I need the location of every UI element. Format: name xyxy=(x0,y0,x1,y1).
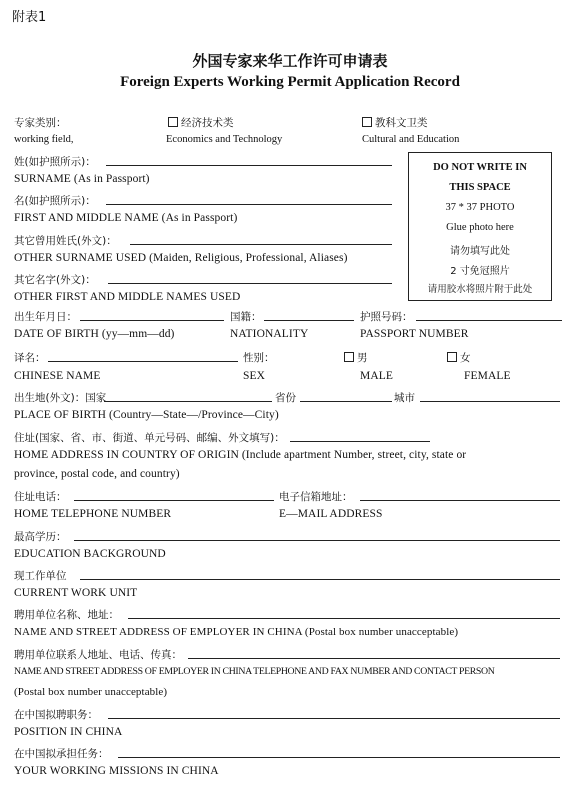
nationality-label-cn: 国籍： xyxy=(230,311,262,323)
education-label-cn: 最高学历： xyxy=(14,531,67,543)
field-option-cultural-en: Cultural and Education xyxy=(362,134,460,145)
female-label-cn: 女 xyxy=(460,352,471,364)
other-names-input-line[interactable] xyxy=(108,283,392,284)
home-address-label-en-1: HOME ADDRESS IN COUNTRY OF ORIGIN (Include apartment Number, street, city, state or xyxy=(14,449,467,461)
birth-label-en: PLACE OF BIRTH (Country—State—/Province—City) xyxy=(14,409,279,421)
given-name-label-cn: 名(如护照所示)： xyxy=(14,195,96,207)
passport-label-en: PASSPORT NUMBER xyxy=(360,328,469,340)
photo-box-line7: 请用胶水将照片附于此处 xyxy=(427,284,533,295)
birth-city-label-cn: 城市 xyxy=(394,392,415,404)
photo-box-line6: 2 寸免冠照片 xyxy=(450,266,510,277)
birth-country-label-cn: 出生地(外文)：国家 xyxy=(14,392,107,404)
checkbox-male[interactable] xyxy=(344,352,354,362)
home-phone-label-en: HOME TELEPHONE NUMBER xyxy=(14,508,172,520)
photo-box-line4: Glue photo here xyxy=(446,222,514,233)
field-option-economics-en: Economics and Technology xyxy=(166,134,283,145)
dob-label-cn: 出生年月日： xyxy=(14,311,77,323)
dob-label-en: DATE OF BIRTH (yy—mm—dd) xyxy=(14,328,175,340)
checkbox-economics[interactable] xyxy=(168,117,178,127)
male-label-en: MALE xyxy=(360,370,393,382)
education-label-en: EDUCATION BACKGROUND xyxy=(14,548,166,560)
field-label-cn: 专家类别： xyxy=(14,117,67,129)
photo-box-line2: THIS SPACE xyxy=(449,182,511,193)
nationality-input-line[interactable] xyxy=(264,320,354,321)
home-address-label-en-2: province, postal code, and country) xyxy=(14,468,180,480)
checkbox-cultural[interactable] xyxy=(362,117,372,127)
field-option-economics-cn: 经济技术类 xyxy=(181,117,234,129)
employer-label-cn: 聘用单位名称、地址： xyxy=(14,609,119,621)
birth-province-input-line[interactable] xyxy=(300,401,392,402)
field-option-economics[interactable] xyxy=(168,115,234,130)
other-names-label-cn: 其它名字(外文)： xyxy=(14,274,96,286)
missions-input-line[interactable] xyxy=(118,757,560,758)
work-unit-label-en: CURRENT WORK UNIT xyxy=(14,587,138,599)
position-label-cn: 在中国拟聘职务： xyxy=(14,709,98,721)
other-surname-label-cn: 其它曾用姓氏(外文)： xyxy=(14,235,117,247)
birth-country-input-line[interactable] xyxy=(104,401,272,402)
form-title-cn: 外国专家来华工作许可申请表 xyxy=(192,52,388,70)
sex-label-cn: 性别： xyxy=(243,352,275,364)
appendix-label: 附表1 xyxy=(12,10,47,25)
employer-label-en: NAME AND STREET ADDRESS OF EMPLOYER IN CHINA (Postal box number unacceptable) xyxy=(14,626,459,638)
email-input-line[interactable] xyxy=(360,500,560,501)
nationality-label-en: NATIONALITY xyxy=(230,328,309,340)
given-name-input-line[interactable] xyxy=(106,204,392,205)
home-phone-label-cn: 住址电话： xyxy=(14,491,67,503)
field-option-cultural-cn: 教科文卫类 xyxy=(375,117,428,129)
surname-input-line[interactable] xyxy=(106,165,392,166)
form-title-en: Foreign Experts Working Permit Application Record xyxy=(120,74,460,90)
male-label-cn: 男 xyxy=(357,352,368,364)
contact-label-en-2: (Postal box number unacceptable) xyxy=(14,686,168,698)
chinese-name-input-line[interactable] xyxy=(48,361,238,362)
field-option-cultural[interactable] xyxy=(362,115,428,130)
other-surname-input-line[interactable] xyxy=(130,244,392,245)
birth-province-label-cn: 省份 xyxy=(275,392,296,404)
chinese-name-label-en: CHINESE NAME xyxy=(14,370,101,382)
photo-box xyxy=(408,152,552,301)
contact-label-cn: 聘用单位联系人地址、电话、传真： xyxy=(14,649,182,661)
surname-label-en: SURNAME (As in Passport) xyxy=(14,173,150,185)
surname-label-cn: 姓(如护照所示)： xyxy=(14,156,96,168)
other-names-label-en: OTHER FIRST AND MIDDLE NAMES USED xyxy=(14,291,241,303)
passport-input-line[interactable] xyxy=(416,320,562,321)
chinese-name-label-cn: 译名： xyxy=(14,352,46,364)
given-name-label-en: FIRST AND MIDDLE NAME (As in Passport) xyxy=(14,212,238,224)
position-input-line[interactable] xyxy=(108,718,560,719)
education-input-line[interactable] xyxy=(74,540,560,541)
missions-label-cn: 在中国拟承担任务： xyxy=(14,748,109,760)
work-unit-label-cn: 现工作单位 xyxy=(14,570,67,582)
sex-option-female[interactable] xyxy=(447,350,471,365)
employer-input-line[interactable] xyxy=(128,618,560,619)
sex-label-en: SEX xyxy=(243,370,266,382)
dob-input-line[interactable] xyxy=(80,320,224,321)
contact-label-en-1: NAME AND STREET ADDRESS OF EMPLOYER IN CHINA TELEPHONE AND FAX NUMBER AND CONTACT PERSON xyxy=(14,666,495,677)
home-address-label-cn: 住址(国家、省、市、街道、单元号码、邮编、外文填写)： xyxy=(14,432,285,444)
home-address-input-line[interactable] xyxy=(290,441,430,442)
passport-label-cn: 护照号码： xyxy=(360,311,413,323)
photo-box-line3: 37 * 37 PHOTO xyxy=(445,202,515,213)
other-surname-label-en: OTHER SURNAME USED (Maiden, Religious, Professional, Aliases) xyxy=(14,252,348,264)
female-label-en: FEMALE xyxy=(464,370,511,382)
missions-label-en: YOUR WORKING MISSIONS IN CHINA xyxy=(14,765,219,777)
email-label-en: E—MAIL ADDRESS xyxy=(279,508,383,520)
email-label-cn: 电子信箱地址： xyxy=(279,491,353,503)
checkbox-female[interactable] xyxy=(447,352,457,362)
photo-box-line1: DO NOT WRITE IN xyxy=(433,162,527,173)
field-label-en: working field, xyxy=(14,134,74,145)
work-unit-input-line[interactable] xyxy=(80,579,560,580)
position-label-en: POSITION IN CHINA xyxy=(14,726,123,738)
home-phone-input-line[interactable] xyxy=(74,500,274,501)
photo-box-line5: 请勿填写此处 xyxy=(450,246,510,257)
contact-input-line[interactable] xyxy=(188,658,560,659)
birth-city-input-line[interactable] xyxy=(420,401,560,402)
sex-option-male[interactable] xyxy=(344,350,368,365)
